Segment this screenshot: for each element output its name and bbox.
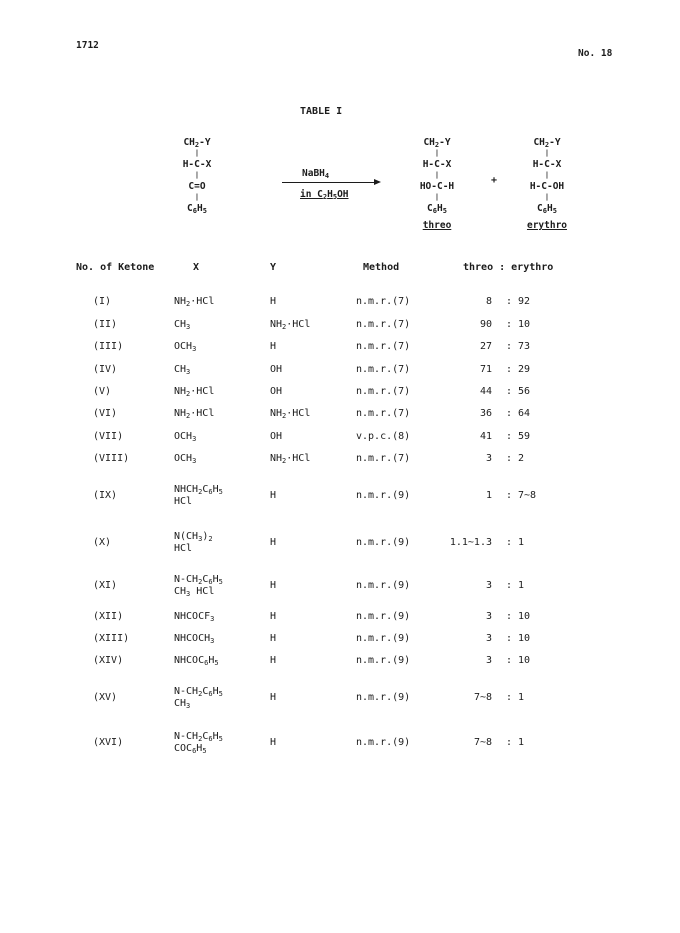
ketone-number: (VIII) xyxy=(93,453,130,464)
y-substituent: H xyxy=(270,611,277,622)
bond-line: | xyxy=(194,171,200,179)
erythro-value: 10 xyxy=(518,611,531,622)
ratio-separator: : xyxy=(506,611,513,622)
x-substituent-line: $NH_2\cdot HCl$ xyxy=(174,408,215,420)
x-substituent-line: $NH_2\cdot HCl$ xyxy=(174,296,215,308)
ratio-separator: : xyxy=(506,692,513,703)
method: n.m.r.(9) xyxy=(356,655,411,666)
y-substituent: H xyxy=(270,655,277,666)
threo-value: 44 xyxy=(479,386,492,397)
bond-line: | xyxy=(544,193,550,201)
x-substituent-line: $NH_2\cdot HCl$ xyxy=(174,386,215,398)
ketone-number: (IX) xyxy=(93,490,118,501)
threo-value: 7~8 xyxy=(473,737,492,748)
ketone-number: (XIV) xyxy=(93,655,124,666)
threo-value: 1 xyxy=(485,490,492,501)
ratio-separator: : xyxy=(506,490,513,501)
threo-label: threo xyxy=(422,220,452,231)
x-substituent xyxy=(174,319,190,331)
threo-value: 3 xyxy=(485,580,492,591)
table-title: TABLE I xyxy=(300,106,343,117)
ratio-separator: : xyxy=(506,633,513,644)
ratio-separator: : xyxy=(506,537,513,548)
x-substituent xyxy=(174,296,214,308)
method: n.m.r.(7) xyxy=(356,341,411,352)
erythro-value: 1 xyxy=(518,692,525,703)
bond-line: | xyxy=(194,193,200,201)
x-substituent-line: $OCH_3$ xyxy=(174,341,197,353)
method: n.m.r.(9) xyxy=(356,580,411,591)
plus-sign: + xyxy=(491,175,498,186)
x-substituent-line: $CH_3$ xyxy=(174,319,191,331)
ketone-number: (III) xyxy=(93,341,124,352)
ketone-number: (X) xyxy=(93,537,112,548)
ketone-number: (XIII) xyxy=(93,633,130,644)
erythro-value: 29 xyxy=(518,364,531,375)
ratio-separator: : xyxy=(506,296,513,307)
method: n.m.r.(9) xyxy=(356,692,411,703)
threo-value: 27 xyxy=(479,341,492,352)
threo-value: 90 xyxy=(479,319,492,330)
arrow-head-icon xyxy=(374,179,381,185)
ketone-number: (VI) xyxy=(93,408,118,419)
column-header-ketone: No. of Ketone xyxy=(76,262,155,273)
x-substituent-line: $CH_3$ HCl xyxy=(174,586,215,598)
method: n.m.r.(9) xyxy=(356,737,411,748)
column-header-method: Method xyxy=(363,262,400,273)
x-substituent-line: HCl xyxy=(174,496,193,507)
threo-product-structure xyxy=(402,137,472,231)
erythro-value: 56 xyxy=(518,386,531,397)
ketone-number: (VII) xyxy=(93,431,124,442)
erythro-value: 1 xyxy=(518,580,525,591)
x-substituent xyxy=(174,453,196,465)
y-substituent: H xyxy=(270,537,277,548)
y-substituent: $NH_2\cdot HCl$ xyxy=(270,319,311,331)
column-header-x: X xyxy=(193,262,200,273)
ratio-separator: : xyxy=(506,737,513,748)
ketone-number: (XII) xyxy=(93,611,124,622)
y-substituent: H xyxy=(270,296,277,307)
threo-value: 36 xyxy=(479,408,492,419)
x-substituent-line: $NHCOC_6H_5$ xyxy=(174,655,219,667)
x-substituent-line: $CH_3$ xyxy=(174,364,191,376)
y-substituent: $NH_2\cdot HCl$ xyxy=(270,453,311,465)
bond-line: | xyxy=(434,149,440,157)
ketone-number: (V) xyxy=(93,386,112,397)
ratio-separator: : xyxy=(506,364,513,375)
erythro-value: 10 xyxy=(518,319,531,330)
x-substituent-line: $N(CH_3)_2$ xyxy=(174,531,213,543)
x-substituent xyxy=(174,611,214,623)
y-substituent: H xyxy=(270,580,277,591)
x-substituent-line: $N-CH_2C_6H_5$ xyxy=(174,731,223,743)
erythro-label: erythro xyxy=(526,220,568,231)
y-substituent: H xyxy=(270,692,277,703)
threo-value: 3 xyxy=(485,633,492,644)
x-substituent-line: $NHCOCF_3$ xyxy=(174,611,215,623)
x-substituent-line: $COC_6H_5$ xyxy=(174,743,207,755)
bond-line: | xyxy=(434,193,440,201)
y-substituent: H xyxy=(270,490,277,501)
threo-value: 7~8 xyxy=(473,692,492,703)
bond-line: | xyxy=(434,171,440,179)
threo-product-structure-line: $C_6H_5$ xyxy=(427,203,447,215)
method: n.m.r.(7) xyxy=(356,296,411,307)
erythro-product-structure-line: $CH_2-Y$ xyxy=(533,137,561,149)
threo-value: 3 xyxy=(485,611,492,622)
erythro-product-structure-line: H-C-X xyxy=(532,159,562,170)
method: n.m.r.(9) xyxy=(356,611,411,622)
method: n.m.r.(9) xyxy=(356,490,411,501)
x-substituent-line: $OCH_3$ xyxy=(174,453,197,465)
erythro-product-structure-line: $C_6H_5$ xyxy=(537,203,557,215)
reactant-structure-line: $CH_2-Y$ xyxy=(183,137,211,149)
ketone-number: (XVI) xyxy=(93,737,124,748)
x-substituent xyxy=(174,408,214,420)
x-substituent xyxy=(174,484,223,508)
erythro-value: 92 xyxy=(518,296,531,307)
x-substituent-line: $NHCOCH_3$ xyxy=(174,633,215,645)
ratio-separator: : xyxy=(506,580,513,591)
threo-product-structure-line: $CH_2-Y$ xyxy=(423,137,451,149)
x-substituent xyxy=(174,633,214,645)
x-substituent xyxy=(174,655,219,667)
threo-value: 41 xyxy=(479,431,492,442)
method: v.p.c.(8) xyxy=(356,431,411,442)
ratio-separator: : xyxy=(506,341,513,352)
erythro-value: 10 xyxy=(518,633,531,644)
ketone-number: (I) xyxy=(93,296,112,307)
bond-line: | xyxy=(544,149,550,157)
reaction-arrow xyxy=(282,182,376,183)
erythro-product-structure xyxy=(512,137,582,231)
method: n.m.r.(9) xyxy=(356,633,411,644)
ratio-separator: : xyxy=(506,655,513,666)
x-substituent xyxy=(174,531,213,555)
x-substituent xyxy=(174,431,196,443)
x-substituent-line: $N-CH_2C_6H_5$ xyxy=(174,574,223,586)
x-substituent xyxy=(174,574,223,598)
threo-value: 71 xyxy=(479,364,492,375)
x-substituent-line: HCl xyxy=(174,543,193,554)
method: n.m.r.(7) xyxy=(356,319,411,330)
issue-number: No. 18 xyxy=(578,48,613,59)
erythro-value: 1 xyxy=(518,737,525,748)
threo-value: 8 xyxy=(485,296,492,307)
x-substituent xyxy=(174,341,196,353)
ratio-separator: : xyxy=(506,431,513,442)
x-substituent xyxy=(174,686,223,710)
method: n.m.r.(7) xyxy=(356,408,411,419)
ketone-number: (IV) xyxy=(93,364,118,375)
erythro-value: 2 xyxy=(518,453,525,464)
erythro-value: 1 xyxy=(518,537,525,548)
y-substituent: OH xyxy=(270,431,283,442)
reactant-structure xyxy=(162,137,232,214)
ratio-separator: : xyxy=(506,408,513,419)
erythro-value: 10 xyxy=(518,655,531,666)
reagent-top: NaBH$_4$ xyxy=(302,168,330,180)
page-number: 1712 xyxy=(76,40,99,51)
x-substituent xyxy=(174,731,223,755)
x-substituent-line: $N-CH_2C_6H_5$ xyxy=(174,686,223,698)
threo-product-structure-line: H-C-X xyxy=(422,159,452,170)
method: n.m.r.(7) xyxy=(356,364,411,375)
erythro-product-structure-line: H-C-OH xyxy=(529,181,565,192)
x-substituent-line: $CH_3$ xyxy=(174,698,191,710)
ratio-separator: : xyxy=(506,319,513,330)
threo-value: 3 xyxy=(485,453,492,464)
x-substituent-line: $NHCH_2C_6H_5$ xyxy=(174,484,223,496)
x-substituent xyxy=(174,364,190,376)
method: n.m.r.(7) xyxy=(356,386,411,397)
ketone-number: (XV) xyxy=(93,692,118,703)
erythro-value: 73 xyxy=(518,341,531,352)
y-substituent: H xyxy=(270,341,277,352)
threo-value: 3 xyxy=(485,655,492,666)
ketone-number: (II) xyxy=(93,319,118,330)
ratio-separator: : xyxy=(506,453,513,464)
ratio-separator: : xyxy=(506,386,513,397)
ketone-number: (XI) xyxy=(93,580,118,591)
x-substituent xyxy=(174,386,214,398)
threo-value: 1.1~1.3 xyxy=(449,537,492,548)
column-header-y: Y xyxy=(270,262,277,273)
method: n.m.r.(9) xyxy=(356,537,411,548)
bond-line: | xyxy=(194,149,200,157)
reactant-structure-line: $C_6H_5$ xyxy=(187,203,207,215)
reactant-structure-line: C=O xyxy=(188,181,206,192)
threo-product-structure-line: HO-C-H xyxy=(419,181,455,192)
reactant-structure-line: H-C-X xyxy=(182,159,212,170)
reagent-bottom: in $C_2H_5OH$ xyxy=(300,189,349,201)
y-substituent: OH xyxy=(270,386,283,397)
erythro-value: 64 xyxy=(518,408,531,419)
x-substituent-line: $OCH_3$ xyxy=(174,431,197,443)
erythro-value: 7~8 xyxy=(518,490,537,501)
method: n.m.r.(7) xyxy=(356,453,411,464)
y-substituent: H xyxy=(270,737,277,748)
erythro-value: 59 xyxy=(518,431,531,442)
column-header-ratio: threo : erythro xyxy=(463,262,554,273)
bond-line: | xyxy=(544,171,550,179)
y-substituent: H xyxy=(270,633,277,644)
y-substituent: $NH_2\cdot HCl$ xyxy=(270,408,311,420)
y-substituent: OH xyxy=(270,364,283,375)
